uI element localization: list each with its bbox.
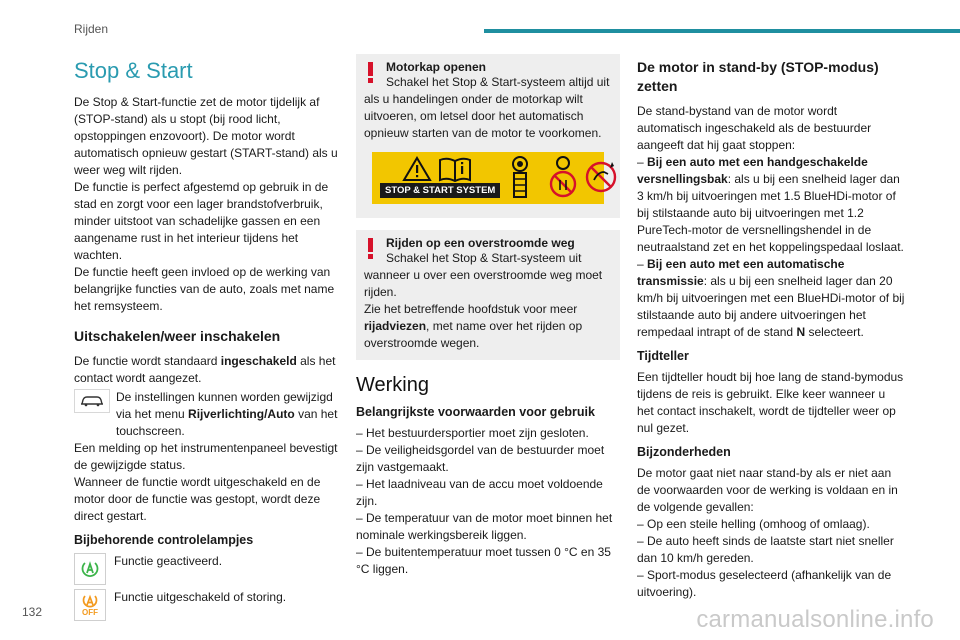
page-number: 132 xyxy=(22,605,43,619)
note-text-flood-2: Zie het betreffende hoofdstuk voor meer rijadviezen, met name over het rijden op overstroomde wegen. xyxy=(364,302,583,350)
warning-triangle-icon xyxy=(402,156,432,182)
manual-gearbox-item: – Bij een auto met een handgeschakelde versnellingsbak: als u bij een snelheid lager dan 3 km/h bij uitvoeringen met 1.5 BlueHDi-motor of bij stilstaande auto bij uitvoeringen met 1.2 PureTech-motor de versnellingshendel in de neutraalstand zet en het koppelingspedaal loslaat. xyxy=(637,155,904,254)
timer-heading: Tijdteller xyxy=(637,349,689,363)
warning-note-flood xyxy=(356,230,620,360)
list-item: – Op een steile helling (omhoog of omlaag). xyxy=(637,517,870,531)
off-label: OFF xyxy=(82,608,98,617)
battery-coil-icon xyxy=(510,155,530,199)
warning-note-bonnet xyxy=(356,54,620,218)
running-header: Rijden xyxy=(74,22,109,36)
list-item: – De buitentemperatuur moet tussen 0 °C en 35 °C liggen. xyxy=(356,545,611,576)
column-right xyxy=(637,54,905,601)
note-title-flood: Rijden op een overstroomde weg xyxy=(386,236,575,250)
intro-paragraph-2: De functie is perfect afgestemd op gebruik in de stad en zorgt voor een lager brandstofverbruik, minder uitstoot van schadelijke gassen en een aangename rust in het interieur tijdens het wachten. xyxy=(74,180,329,262)
menu-setting-row xyxy=(74,389,342,440)
special-heading: Bijzonderheden xyxy=(637,445,731,459)
stop-start-off-lamp-icon xyxy=(74,589,106,621)
list-item: – De temperatuur van de motor moet binnen het nominale werkingsbereik liggen. xyxy=(356,511,613,542)
note-text-flood: Schakel het Stop & Start-systeem uit wanneer u over een overstroomde weg moet rijden. xyxy=(364,251,603,299)
manual-book-icon xyxy=(438,156,472,182)
warning-exclamation-icon xyxy=(368,62,373,76)
conditions-heading: Belangrijkste voorwaarden voor gebruik xyxy=(356,405,595,419)
stop-start-warning-label xyxy=(372,152,604,204)
stop-start-system-badge: STOP & START SYSTEM xyxy=(380,183,500,198)
lamp-row-off xyxy=(74,589,342,621)
page-title: Stop & Start xyxy=(74,58,193,83)
list-item: – Het bestuurdersportier moet zijn gesloten. xyxy=(356,426,589,440)
list-item: – Sport-modus geselecteerd (afhankelijk van de uitvoering). xyxy=(637,568,892,599)
special-paragraph: De motor gaat niet naar stand-by als er niet aan de voorwaarden voor de werking is voldaan en in de volgende gevallen: xyxy=(637,466,898,514)
conditions-list xyxy=(356,425,620,578)
list-item: – De veiligheidsgordel van de bestuurder moet zijn vastgemaakt. xyxy=(356,443,605,474)
lamp-off-text: Functie uitgeschakeld of storing. xyxy=(114,590,287,604)
timer-paragraph: Een tijdteller houdt bij hoe lang de stand-bymodus tijdens de reis is gebruikt. Elke keer wanneer u het contact inschakelt, wordt de tijdteller weer op nul gezet. xyxy=(637,370,904,435)
section-title-operation: Werking xyxy=(356,374,429,396)
warning-exclamation-icon-2 xyxy=(368,238,373,252)
lamp-active-text: Functie geactiveerd. xyxy=(114,554,223,568)
section-heading-toggle: Uitschakelen/weer inschakelen xyxy=(74,328,281,344)
lamp-row-active xyxy=(74,553,342,585)
list-item: – Het laadniveau van de accu moet voldoende zijn. xyxy=(356,477,603,508)
car-menu-icon xyxy=(74,389,110,413)
confirm-text: Een melding op het instrumentenpaneel bevestigt de gewijzigde status. xyxy=(74,441,338,472)
intro-paragraph: De Stop & Start-functie zet de motor tijdelijk af (STOP-stand) als u stopt (bij rood licht, opstoppingen enzovoort). De motor wordt automatisch opnieuw gestart (START-stand) als u weer weg wilt rijden. xyxy=(74,95,338,177)
note-text-bonnet: Schakel het Stop & Start-systeem altijd uit als u handelingen onder de motorkap wilt uitvoeren, om letsel door het automatisch opnieuw starten van de motor te voorkomen. xyxy=(364,75,610,140)
standby-paragraph: De stand-bystand van de motor wordt automatisch ingeschakeld als de bestuurder aangeeft dat hij gaat stoppen: xyxy=(637,104,872,152)
standby-heading: De motor in stand-by (STOP-modus) zetten xyxy=(637,59,879,94)
stop-start-active-lamp-icon xyxy=(74,553,106,585)
header-accent-bar xyxy=(484,29,960,33)
no-touch-fan-icon xyxy=(548,154,578,200)
menu-setting-text: De instellingen kunnen worden gewijzigd via het menu Rijverlichting/Auto van het touchscreen. xyxy=(116,390,338,438)
stopped-text: Wanneer de functie wordt uitgeschakeld en de motor door de functie was gestopt, wordt deze direct gestart. xyxy=(74,475,321,523)
automatic-gearbox-item: – Bij een auto met een automatische transmissie: als u bij een snelheid lager dan 20 km/h bij uitvoeringen met een BlueHDi-motor of bij stilstaande auto bij andere uitvoeringen het rempedaal intrapt of de stand N selecteert. xyxy=(637,257,905,339)
column-middle xyxy=(356,54,620,578)
intro-paragraph-3: De functie heeft geen invloed op de werking van belangrijke functies van de auto, zoals met name het remsysteem. xyxy=(74,265,335,313)
default-enabled-text: De functie wordt standaard ingeschakeld als het contact wordt aangezet. xyxy=(74,354,336,385)
note-title-bonnet: Motorkap openen xyxy=(386,60,487,74)
list-item: – De auto heeft sinds de laatste start niet sneller dan 10 km/h gereden. xyxy=(637,534,894,565)
column-left xyxy=(74,54,342,621)
lamps-heading: Bijbehorende controlelampjes xyxy=(74,533,254,547)
watermark: carmanualsonline.info xyxy=(696,606,934,633)
no-hand-icon xyxy=(584,160,618,194)
